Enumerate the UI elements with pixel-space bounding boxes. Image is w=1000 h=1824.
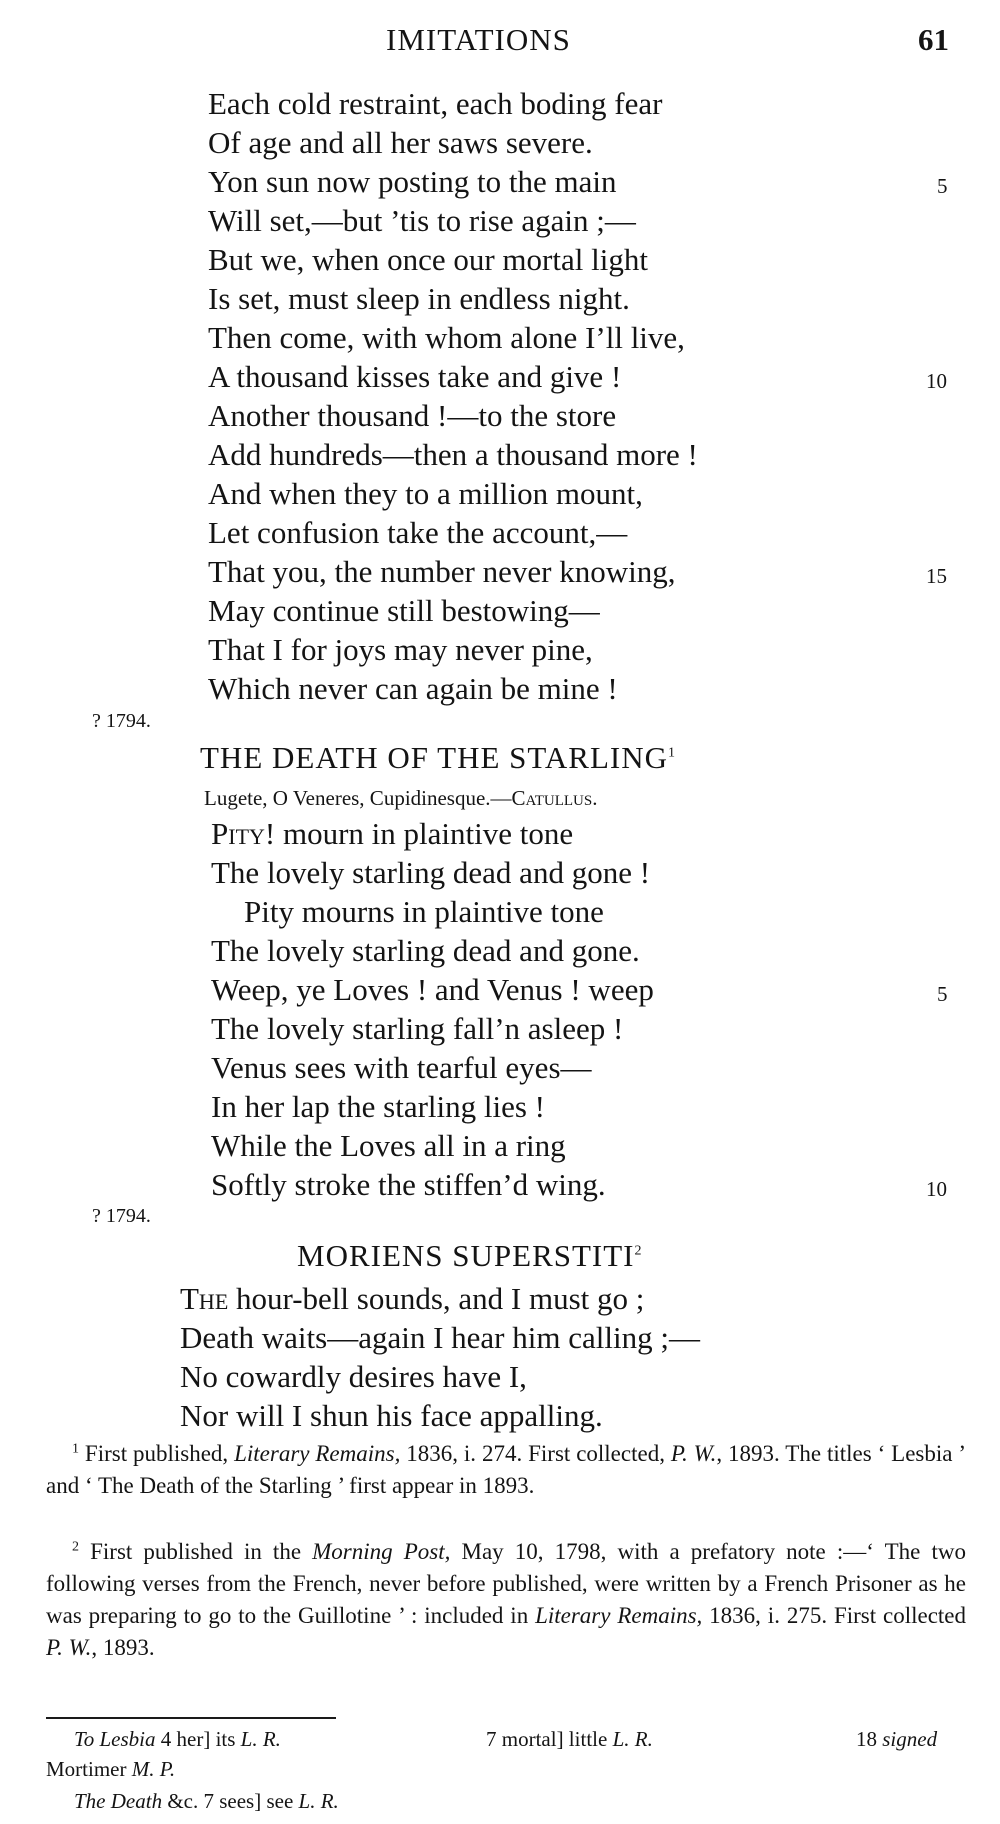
epigraph [204, 786, 597, 811]
verse-line: Softly stroke the stiffen’d wing. [211, 1167, 606, 1202]
verse-line: Weep, ye Loves ! and Venus ! weep [211, 972, 654, 1007]
footnote-text: 1836, i. 275. First collected [702, 1603, 966, 1628]
verse-line: No cowardly desires have I, [180, 1359, 527, 1394]
verse-line-rest: hour-bell sounds, and I must go ; [228, 1281, 645, 1316]
poem-title [297, 1238, 643, 1274]
footnote-text: 1836, i. 274. First collected, [400, 1441, 671, 1466]
variant-source: L. R. [298, 1789, 339, 1813]
verse-line: Venus sees with tearful eyes— [211, 1050, 592, 1085]
epigraph-text: Lugete, O Veneres, Cupidinesque.— [204, 786, 512, 810]
variant-poem-label: The Death [74, 1789, 163, 1813]
verse-line: The lovely starling fall’n asleep ! [211, 1011, 624, 1046]
running-title: IMITATIONS [386, 22, 571, 57]
variant-note [74, 1786, 339, 1816]
footnote-mark: 2 [72, 1539, 79, 1555]
verse-line: Yon sun now posting to the main [208, 164, 617, 199]
verse-line: May continue still bestowing— [208, 593, 600, 628]
verse-line: The lovely starling dead and gone. [211, 933, 640, 968]
verse-line: Then come, with whom alone I’ll live, [208, 320, 685, 355]
footnote-text: First published, [79, 1441, 235, 1466]
composition-date: ? 1794. [92, 1205, 151, 1227]
footnote-text: May 10, 1798, with a prefatory note :—‘ The two following verses from the French, never before published, were written by a French Prisoner as he was preparing to go to the Guillotine ’ : included in [46, 1539, 966, 1628]
verse-line: In her lap the starling lies ! [211, 1089, 546, 1124]
footnote-abbrev: P. W. [46, 1635, 92, 1660]
verse-line: Which never can again be mine ! [208, 671, 618, 706]
footnote-2 [46, 1536, 966, 1664]
variant-text: 4 her] its [155, 1727, 241, 1751]
footnote-ref: 1 [667, 745, 676, 761]
footnote-title: Literary Remains, [234, 1441, 401, 1466]
line-number: 10 [926, 1177, 947, 1201]
footnote-text: First published in the [79, 1539, 313, 1564]
variant-poem-label: To Lesbia [74, 1727, 156, 1751]
footnote-1 [46, 1438, 966, 1502]
line-number: 5 [937, 982, 948, 1006]
verse-line: That I for joys may never pine, [208, 632, 593, 667]
line-number: 10 [926, 369, 947, 393]
line-number: 5 [937, 174, 948, 198]
verse-line [211, 815, 573, 853]
footnote-ref: 2 [634, 1243, 643, 1259]
line-number: 15 [926, 564, 947, 588]
variant-text: 18 [856, 1727, 883, 1751]
variant-note [486, 1724, 653, 1754]
variant-source: M. P. [131, 1757, 176, 1781]
verse-line: Let confusion take the account,— [208, 515, 628, 550]
verse-line: But we, when once our mortal light [208, 242, 648, 277]
variant-source: L. R. [240, 1727, 281, 1751]
verse-line: The lovely starling dead and gone ! [211, 855, 651, 890]
verse-line: Each cold restraint, each boding fear [208, 86, 663, 121]
verse-line: Pity mourns in plaintive tone [244, 894, 604, 929]
verse-line: Of age and all her saws severe. [208, 125, 593, 160]
footnote-text: , 1893. [91, 1635, 155, 1660]
poem-title-text: THE DEATH OF THE STARLING [200, 740, 668, 775]
variant-text: Mortimer [46, 1757, 132, 1781]
footnote-mark: 1 [72, 1441, 79, 1457]
poem-title [200, 740, 676, 776]
variant-text: 7 mortal] little [486, 1727, 613, 1751]
footnote-text: , 1893. The titles ‘ Lesbia ’ and ‘ The Death of the Starling ’ first appear in 1893. [46, 1441, 967, 1498]
footnote-rule [46, 1717, 336, 1719]
footnote-abbrev: P. W. [670, 1441, 717, 1466]
page-number: 61 [918, 22, 949, 57]
variant-source: L. R. [612, 1727, 653, 1751]
verse-line-rest: ! mourn in plaintive tone [264, 816, 574, 851]
verse-line: Will set,—but ’tis to rise again ;— [208, 203, 636, 238]
verse-line: Another thousand !—to the store [208, 398, 617, 433]
footnote-title: Morning Post, [312, 1539, 451, 1564]
verse-line: While the Loves all in a ring [211, 1128, 566, 1163]
verse-line: Nor will I shun his face appalling. [180, 1398, 603, 1433]
variant-note [74, 1724, 281, 1754]
initial-word: Pity [211, 816, 265, 851]
verse-line: That you, the number never knowing, [208, 554, 676, 589]
variant-note [46, 1754, 175, 1784]
verse-line [180, 1280, 644, 1318]
verse-line: A thousand kisses take and give ! [208, 359, 622, 394]
verse-line: And when they to a million mount, [208, 476, 643, 511]
footnote-title: Literary Remains, [535, 1603, 703, 1628]
verse-line: Death waits—again I hear him calling ;— [180, 1320, 700, 1355]
verse-line: Add hundreds—then a thousand more ! [208, 437, 698, 472]
variant-note [856, 1724, 937, 1754]
variant-source: signed [882, 1727, 938, 1751]
variant-text: &c. 7 sees] see [162, 1789, 299, 1813]
poem-title-text: MORIENS SUPERSTITI [297, 1238, 635, 1273]
composition-date: ? 1794. [92, 710, 151, 732]
epigraph-author: Catullus. [511, 786, 598, 810]
running-head [0, 22, 1000, 62]
initial-word: The [180, 1281, 229, 1316]
verse-line: Is set, must sleep in endless night. [208, 281, 630, 316]
